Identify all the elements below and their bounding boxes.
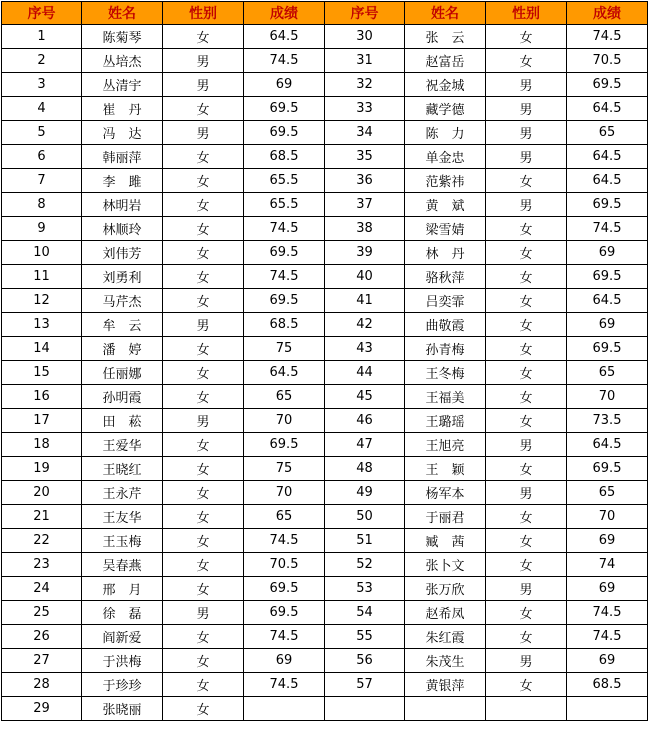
cell-name: 刘伟芳 <box>82 241 163 265</box>
cell-no: 4 <box>2 97 82 121</box>
cell-score: 69.5 <box>244 121 325 145</box>
cell-name: 范紫祎 <box>405 169 486 193</box>
cell-sex: 女 <box>486 505 567 529</box>
cell-sex: 女 <box>163 433 244 457</box>
table-row <box>2 241 648 265</box>
cell-no: 2 <box>2 49 82 73</box>
cell-sex: 女 <box>163 673 244 697</box>
cell-sex: 女 <box>486 169 567 193</box>
cell-no: 46 <box>325 409 405 433</box>
cell-no: 43 <box>325 337 405 361</box>
cell-score: 70.5 <box>244 553 325 577</box>
cell-no: 51 <box>325 529 405 553</box>
cell-sex: 女 <box>486 289 567 313</box>
cell-name: 赵希凤 <box>405 601 486 625</box>
cell-no: 34 <box>325 121 405 145</box>
table-row <box>2 169 648 193</box>
cell-sex: 男 <box>486 193 567 217</box>
cell-sex: 男 <box>163 601 244 625</box>
header-sex-left: 性别 <box>163 2 244 25</box>
cell-sex: 女 <box>163 217 244 241</box>
cell-name: 牟 云 <box>82 313 163 337</box>
cell-score: 69.5 <box>244 601 325 625</box>
cell-sex: 女 <box>163 361 244 385</box>
cell-sex: 男 <box>486 73 567 97</box>
cell-no: 40 <box>325 265 405 289</box>
cell-name: 张万欣 <box>405 577 486 601</box>
cell-sex: 女 <box>486 673 567 697</box>
cell-name: 王晓红 <box>82 457 163 481</box>
cell-sex: 女 <box>486 337 567 361</box>
cell-score: 69.5 <box>244 433 325 457</box>
cell-sex: 女 <box>163 337 244 361</box>
cell-no: 44 <box>325 361 405 385</box>
cell-name: 冯 达 <box>82 121 163 145</box>
cell-name: 黄银萍 <box>405 673 486 697</box>
cell-no: 5 <box>2 121 82 145</box>
cell-score: 74.5 <box>567 601 648 625</box>
cell-no: 13 <box>2 313 82 337</box>
cell-score: 70 <box>244 409 325 433</box>
cell-score: 65 <box>567 481 648 505</box>
cell-score: 64.5 <box>567 97 648 121</box>
cell-no: 54 <box>325 601 405 625</box>
cell-sex: 男 <box>486 121 567 145</box>
cell-score: 65 <box>567 361 648 385</box>
cell-no: 41 <box>325 289 405 313</box>
table-row <box>2 265 648 289</box>
cell-name: 于珍珍 <box>82 673 163 697</box>
cell-no: 39 <box>325 241 405 265</box>
cell-score: 69 <box>244 649 325 673</box>
cell-no: 57 <box>325 673 405 697</box>
cell-sex: 女 <box>486 601 567 625</box>
cell-score: 70.5 <box>567 49 648 73</box>
table-row <box>2 529 648 553</box>
cell-no: 3 <box>2 73 82 97</box>
cell-score: 74.5 <box>244 625 325 649</box>
cell-score <box>244 697 325 721</box>
cell-no: 31 <box>325 49 405 73</box>
cell-name: 王永芹 <box>82 481 163 505</box>
cell-name: 王 颖 <box>405 457 486 481</box>
cell-sex: 女 <box>486 625 567 649</box>
cell-no: 20 <box>2 481 82 505</box>
cell-name: 孙青梅 <box>405 337 486 361</box>
cell-no: 36 <box>325 169 405 193</box>
cell-sex: 女 <box>486 553 567 577</box>
table-row <box>2 505 648 529</box>
cell-score: 70 <box>567 385 648 409</box>
cell-score: 65.5 <box>244 193 325 217</box>
cell-sex: 女 <box>486 529 567 553</box>
cell-score: 65 <box>567 121 648 145</box>
cell-score: 65.5 <box>244 169 325 193</box>
cell-no: 21 <box>2 505 82 529</box>
cell-no: 9 <box>2 217 82 241</box>
cell-no: 27 <box>2 649 82 673</box>
table-row <box>2 217 648 241</box>
cell-name: 朱茂生 <box>405 649 486 673</box>
cell-score: 64.5 <box>244 25 325 49</box>
table-row <box>2 25 648 49</box>
table-body <box>2 25 648 721</box>
cell-sex: 女 <box>163 169 244 193</box>
table-row <box>2 625 648 649</box>
cell-sex: 女 <box>163 25 244 49</box>
cell-name: 孙明霞 <box>82 385 163 409</box>
table-row <box>2 145 648 169</box>
table-row <box>2 361 648 385</box>
cell-score: 65 <box>244 385 325 409</box>
cell-name: 林顺玲 <box>82 217 163 241</box>
cell-no: 56 <box>325 649 405 673</box>
cell-score: 69 <box>567 577 648 601</box>
cell-score: 69 <box>567 529 648 553</box>
cell-sex: 女 <box>163 145 244 169</box>
cell-no: 16 <box>2 385 82 409</box>
cell-no: 29 <box>2 697 82 721</box>
cell-sex: 女 <box>163 697 244 721</box>
cell-sex: 男 <box>486 433 567 457</box>
header-no-right: 序号 <box>325 2 405 25</box>
cell-sex: 女 <box>486 241 567 265</box>
table-row <box>2 385 648 409</box>
cell-sex: 女 <box>163 553 244 577</box>
cell-no: 25 <box>2 601 82 625</box>
cell-name: 王爱华 <box>82 433 163 457</box>
cell-score: 69.5 <box>244 97 325 121</box>
cell-name: 藏学德 <box>405 97 486 121</box>
cell-no: 45 <box>325 385 405 409</box>
header-no-left: 序号 <box>2 2 82 25</box>
cell-name: 王璐瑶 <box>405 409 486 433</box>
cell-no <box>325 697 405 721</box>
cell-score: 69 <box>567 313 648 337</box>
cell-name: 林 丹 <box>405 241 486 265</box>
cell-sex: 女 <box>163 649 244 673</box>
cell-name: 邢 月 <box>82 577 163 601</box>
cell-sex: 男 <box>486 481 567 505</box>
table-row <box>2 73 648 97</box>
table-row <box>2 49 648 73</box>
table-row <box>2 193 648 217</box>
cell-name: 杨军本 <box>405 481 486 505</box>
cell-sex: 男 <box>486 649 567 673</box>
cell-sex: 男 <box>486 97 567 121</box>
cell-score <box>567 697 648 721</box>
cell-name: 于丽君 <box>405 505 486 529</box>
table-row <box>2 97 648 121</box>
cell-score: 69.5 <box>244 577 325 601</box>
cell-name: 王福美 <box>405 385 486 409</box>
cell-name: 任丽娜 <box>82 361 163 385</box>
cell-name: 徐 磊 <box>82 601 163 625</box>
cell-name: 崔 丹 <box>82 97 163 121</box>
cell-no: 47 <box>325 433 405 457</box>
cell-score: 74.5 <box>244 673 325 697</box>
cell-no: 38 <box>325 217 405 241</box>
cell-no: 48 <box>325 457 405 481</box>
cell-score: 64.5 <box>567 433 648 457</box>
cell-no: 42 <box>325 313 405 337</box>
cell-name: 朱红霞 <box>405 625 486 649</box>
table-row <box>2 649 648 673</box>
header-row <box>2 2 648 25</box>
cell-name: 吴春燕 <box>82 553 163 577</box>
table-header <box>2 2 648 25</box>
table-row <box>2 481 648 505</box>
cell-sex: 女 <box>163 505 244 529</box>
cell-name: 黄 斌 <box>405 193 486 217</box>
cell-sex: 女 <box>486 217 567 241</box>
cell-name: 李 雎 <box>82 169 163 193</box>
cell-sex: 女 <box>486 385 567 409</box>
cell-sex: 女 <box>486 25 567 49</box>
cell-name: 丛清宇 <box>82 73 163 97</box>
cell-score: 69.5 <box>567 337 648 361</box>
cell-sex: 女 <box>163 625 244 649</box>
cell-score: 68.5 <box>567 673 648 697</box>
cell-name: 赵富岳 <box>405 49 486 73</box>
cell-no: 26 <box>2 625 82 649</box>
cell-name: 王友华 <box>82 505 163 529</box>
cell-name: 林明岩 <box>82 193 163 217</box>
cell-name: 祝金城 <box>405 73 486 97</box>
cell-score: 74.5 <box>567 25 648 49</box>
cell-name: 张 云 <box>405 25 486 49</box>
cell-sex: 女 <box>163 97 244 121</box>
cell-no: 10 <box>2 241 82 265</box>
cell-no: 15 <box>2 361 82 385</box>
cell-no: 55 <box>325 625 405 649</box>
cell-name: 梁雪婧 <box>405 217 486 241</box>
cell-score: 69 <box>244 73 325 97</box>
cell-sex: 女 <box>163 577 244 601</box>
header-name-left: 姓名 <box>82 2 163 25</box>
cell-score: 69 <box>567 241 648 265</box>
cell-no: 28 <box>2 673 82 697</box>
cell-score: 74.5 <box>567 625 648 649</box>
cell-no: 37 <box>325 193 405 217</box>
table-row <box>2 121 648 145</box>
cell-score: 70 <box>567 505 648 529</box>
cell-no: 14 <box>2 337 82 361</box>
table-row <box>2 289 648 313</box>
cell-name: 于洪梅 <box>82 649 163 673</box>
cell-sex: 男 <box>486 145 567 169</box>
cell-score: 74.5 <box>244 217 325 241</box>
cell-name: 陈 力 <box>405 121 486 145</box>
cell-name: 骆秋萍 <box>405 265 486 289</box>
cell-no: 7 <box>2 169 82 193</box>
cell-name: 王冬梅 <box>405 361 486 385</box>
table-row <box>2 697 648 721</box>
table-row <box>2 457 648 481</box>
cell-score: 69.5 <box>567 457 648 481</box>
table-row <box>2 577 648 601</box>
cell-score: 64.5 <box>244 361 325 385</box>
cell-no: 49 <box>325 481 405 505</box>
cell-sex: 男 <box>163 121 244 145</box>
cell-score: 74 <box>567 553 648 577</box>
cell-score: 64.5 <box>567 145 648 169</box>
cell-name: 王旭亮 <box>405 433 486 457</box>
cell-no: 33 <box>325 97 405 121</box>
table-row <box>2 673 648 697</box>
cell-score: 64.5 <box>567 169 648 193</box>
cell-name: 潘 婷 <box>82 337 163 361</box>
score-table <box>1 1 648 721</box>
table-row <box>2 337 648 361</box>
cell-no: 22 <box>2 529 82 553</box>
cell-score: 74.5 <box>244 265 325 289</box>
cell-sex: 女 <box>163 385 244 409</box>
cell-sex: 女 <box>486 313 567 337</box>
cell-sex: 女 <box>486 361 567 385</box>
cell-score: 74.5 <box>244 49 325 73</box>
cell-score: 69 <box>567 649 648 673</box>
cell-name: 韩丽萍 <box>82 145 163 169</box>
cell-no: 6 <box>2 145 82 169</box>
cell-sex: 女 <box>163 265 244 289</box>
cell-score: 69.5 <box>567 73 648 97</box>
cell-score: 73.5 <box>567 409 648 433</box>
header-sex-right: 性别 <box>486 2 567 25</box>
cell-name: 田 菘 <box>82 409 163 433</box>
cell-score: 74.5 <box>244 529 325 553</box>
cell-name: 曲敬霞 <box>405 313 486 337</box>
header-name-right: 姓名 <box>405 2 486 25</box>
cell-sex: 女 <box>486 49 567 73</box>
cell-sex: 男 <box>163 313 244 337</box>
cell-score: 69.5 <box>244 241 325 265</box>
cell-no: 30 <box>325 25 405 49</box>
cell-score: 70 <box>244 481 325 505</box>
cell-score: 69.5 <box>244 289 325 313</box>
cell-sex: 女 <box>486 457 567 481</box>
cell-name: 张晓丽 <box>82 697 163 721</box>
cell-sex: 男 <box>163 409 244 433</box>
table-row <box>2 409 648 433</box>
cell-name: 马芹杰 <box>82 289 163 313</box>
cell-sex: 男 <box>163 73 244 97</box>
cell-no: 8 <box>2 193 82 217</box>
cell-no: 17 <box>2 409 82 433</box>
cell-sex: 女 <box>163 457 244 481</box>
cell-sex: 女 <box>163 193 244 217</box>
cell-no: 19 <box>2 457 82 481</box>
cell-name: 王玉梅 <box>82 529 163 553</box>
cell-score: 65 <box>244 505 325 529</box>
cell-score: 64.5 <box>567 289 648 313</box>
table-row <box>2 433 648 457</box>
cell-no: 35 <box>325 145 405 169</box>
cell-sex: 男 <box>163 49 244 73</box>
cell-score: 75 <box>244 337 325 361</box>
cell-sex: 女 <box>163 481 244 505</box>
cell-no: 12 <box>2 289 82 313</box>
cell-name: 陈菊琴 <box>82 25 163 49</box>
table-row <box>2 601 648 625</box>
cell-score: 68.5 <box>244 313 325 337</box>
cell-score: 69.5 <box>567 193 648 217</box>
cell-name <box>405 697 486 721</box>
cell-score: 69.5 <box>567 265 648 289</box>
cell-sex: 女 <box>486 409 567 433</box>
cell-sex: 女 <box>163 241 244 265</box>
cell-sex: 女 <box>163 289 244 313</box>
cell-score: 74.5 <box>567 217 648 241</box>
cell-score: 75 <box>244 457 325 481</box>
cell-name: 臧 茜 <box>405 529 486 553</box>
cell-score: 68.5 <box>244 145 325 169</box>
table-row <box>2 313 648 337</box>
cell-no: 53 <box>325 577 405 601</box>
cell-no: 32 <box>325 73 405 97</box>
cell-no: 23 <box>2 553 82 577</box>
cell-no: 24 <box>2 577 82 601</box>
cell-name: 刘勇利 <box>82 265 163 289</box>
header-score-right: 成绩 <box>567 2 648 25</box>
header-score-left: 成绩 <box>244 2 325 25</box>
table-row <box>2 553 648 577</box>
cell-name: 单金忠 <box>405 145 486 169</box>
cell-name: 吕奕霏 <box>405 289 486 313</box>
cell-name: 张卜文 <box>405 553 486 577</box>
cell-no: 1 <box>2 25 82 49</box>
cell-sex: 男 <box>486 577 567 601</box>
cell-sex: 女 <box>163 529 244 553</box>
cell-name: 阎新爱 <box>82 625 163 649</box>
cell-no: 52 <box>325 553 405 577</box>
cell-name: 丛培杰 <box>82 49 163 73</box>
cell-no: 50 <box>325 505 405 529</box>
cell-sex <box>486 697 567 721</box>
cell-no: 18 <box>2 433 82 457</box>
cell-sex: 女 <box>486 265 567 289</box>
cell-no: 11 <box>2 265 82 289</box>
